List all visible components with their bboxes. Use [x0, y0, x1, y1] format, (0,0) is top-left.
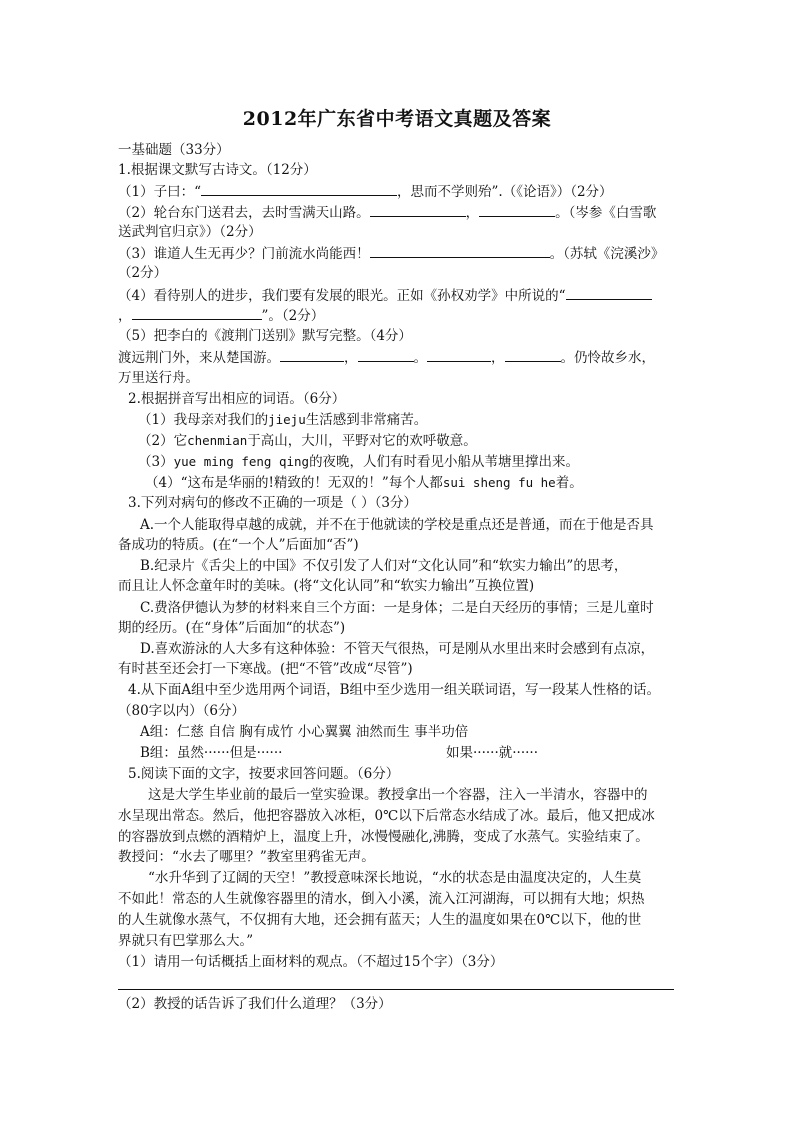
q5-passage-line: 水呈现出常态。然后，他把容器放入冰柜，0℃以下后常态水结成了冰。最后，他又把成冰: [118, 808, 655, 824]
q3-option-a-cont: 备成功的特质。(在“一个人”后面加“否”): [118, 537, 359, 553]
answer-blank[interactable]: [370, 202, 466, 217]
q4-stem: 4.从下面A组中至少选用两个词语，B组中至少选用一组关联词语，写一段某人性格的话。: [128, 682, 661, 698]
q5-stem: 5.阅读下面的文字，按要求回答问题。（6分）: [128, 766, 400, 782]
answer-blank[interactable]: [132, 305, 262, 320]
pinyin: jieju: [268, 412, 306, 427]
answer-blank[interactable]: [370, 243, 550, 258]
q5-passage-line: 教授问：“水去了哪里？”教室里鸦雀无声。: [118, 849, 375, 865]
pinyin: sui sheng fu he: [442, 475, 556, 490]
q1-item5-line-suffix: 。仍怜故乡水，: [560, 350, 655, 366]
q3-option-d: D.喜欢游泳的人大多有这种体验：不管天气很热，可是刚从水里出来时会感到有点凉，: [140, 641, 655, 657]
q1-item2-prefix: （2）轮台东门送君去，去时雪满天山路。: [118, 205, 370, 221]
q2-item4: [145, 473, 583, 493]
q3-option-d-cont: 有时甚至还会打一下寒战。(把“不管”改成“尽管”): [118, 661, 413, 677]
q1-item4: [118, 285, 652, 306]
q1-item1-prefix: （1）子曰：“: [118, 184, 201, 200]
q2-item1: [138, 410, 427, 430]
q4-stem-cont: （80字以内）（6分）: [118, 703, 246, 719]
q2-item2: [138, 431, 477, 451]
q4-group-b-alt: 如果······就······: [446, 745, 538, 761]
q2-item1-text-end: 生活感到非常痛苦。: [305, 412, 428, 428]
q5-sub1: （1）请用一句话概括上面材料的观点。（不超过15个字）（3分）: [118, 954, 504, 970]
q3-option-c-cont: 期的经历。(在“身体”后面加“的状态”): [118, 620, 346, 636]
q1-item1-suffix: ，思而不学则殆”.（《论语》）（2分）: [397, 184, 613, 200]
q1-item1: [118, 181, 613, 202]
q5-passage-line: 的容器放到点燃的酒精炉上，温度上升，冰慢慢融化,沸腾，变成了水蒸气。实验结束了。: [118, 829, 649, 845]
q1-item3-suffix: 。（苏轼《浣溪沙》: [549, 246, 665, 262]
q1-item4-cont-suffix: ”。（2分）: [261, 308, 325, 324]
q4-group-b: B组：虽然······但是······: [140, 745, 283, 761]
q1-item5-end: 万里送行舟。: [118, 370, 199, 386]
q1-stem: 1.根据课文默写古诗文。（12分）: [118, 162, 317, 178]
q1-item5: （5）把李白的《渡荆门送别》默写完整。（4分）: [118, 328, 412, 344]
q5-sub2: （2）教授的话告诉了我们什么道理？（3分）: [118, 996, 392, 1012]
q2-item2-text-end: 于高山，大川，平野对它的欢呼敬意。: [247, 433, 477, 449]
answer-blank[interactable]: [358, 347, 414, 362]
q3-option-c: C.费洛伊德认为梦的材料来自三个方面：一是身体；二是白天经历的事情；三是儿童时: [140, 600, 654, 616]
q1-item3: [118, 243, 664, 264]
answer-blank[interactable]: [280, 347, 344, 362]
answer-line[interactable]: [118, 989, 674, 990]
q5-passage-line: 的人生就像水蒸气，不仅拥有大地，还会拥有蓝天；人生的温度如果在0℃以下，他的世: [118, 912, 642, 928]
q1-item5-line-prefix: 渡远荆门外，来从楚国游。: [118, 350, 280, 366]
q2-item1-text: （1）我母亲对我们的: [138, 412, 269, 428]
answer-blank[interactable]: [201, 181, 397, 196]
answer-blank[interactable]: [427, 347, 491, 362]
section-heading: 一基础题（33分）: [118, 142, 230, 158]
q2-item3-text-end: 的夜晚，人们有时看见小船从苇塘里撑出来。: [309, 454, 580, 470]
q2-item3: [138, 452, 579, 472]
q2-item3-text: （3）: [138, 454, 174, 470]
q2-item4-text-end: 着。: [555, 475, 583, 491]
q3-option-b: B.纪录片《舌尖上的中国》不仅引发了人们对“文化认同”和“软实力输出”的思考，: [140, 558, 628, 574]
q2-item2-text: （2）它: [138, 433, 188, 449]
q4-group-a: A组：仁慈 自信 胸有成竹 小心翼翼 油然而生 事半功倍: [140, 724, 469, 740]
q5-passage-line: “水升华到了辽阔的天空！”教授意味深长地说，“水的状态是由温度决定的，人生莫: [148, 870, 642, 886]
q3-stem: 3.下列对病句的修改不正确的一项是（ ）（3分）: [128, 495, 418, 511]
q1-item3-cont: （2分）: [118, 265, 168, 281]
q1-item2-cont: 送武判官归京》）（2分）: [118, 224, 262, 240]
q5-passage-line: 这是大学生毕业前的最后一堂实验课。教授拿出一个容器，注入一半清水，容器中的: [148, 787, 648, 803]
q5-passage-line: 界就只有巴掌那么大。”: [118, 933, 254, 949]
q3-option-a: A.一个人能取得卓越的成就，并不在于他就读的学校是重点还是普通，而在于他是否具: [140, 517, 654, 533]
q3-option-b-cont: 而且让人怀念童年时的美味。(将“文化认同”和“软实力输出”互换位置): [118, 578, 535, 594]
q2-item4-text: （4）“这布是华丽的!精致的！无双的！”每个人都: [145, 475, 443, 491]
q1-item5-line: 渡远荆门外，来从楚国游。 ， 。 ， 。仍怜故乡水，: [118, 347, 655, 368]
q1-item2: （2）轮台东门送君去，去时雪满天山路。 ， 。（岑参《白雪歌: [118, 202, 656, 223]
q2-stem: 2.根据拼音写出相应的词语。（6分）: [128, 391, 346, 407]
q5-passage-line: 不如此！常态的人生就像容器里的清水，倒入小溪，流入江河湖海，可以拥有大地；炽热: [118, 891, 645, 907]
answer-blank[interactable]: [566, 285, 652, 300]
q1-item4-cont: ， ”。（2分）: [118, 305, 324, 326]
q1-item2-suffix: 。（岑参《白雪歌: [555, 205, 657, 221]
answer-blank[interactable]: [479, 202, 555, 217]
q1-item3-prefix: （3）谁道人生无再少？门前流水尚能西！: [118, 246, 370, 262]
page-title: 2012年广东省中考语文真题及答案: [242, 108, 552, 130]
q1-item4-prefix: （4）看待别人的进步，我们要有发展的眼光。正如《孙权劝学》中所说的“: [118, 288, 566, 304]
pinyin: yue ming feng qing: [173, 454, 310, 469]
answer-blank[interactable]: [505, 347, 561, 362]
pinyin: chenmian: [187, 433, 248, 448]
